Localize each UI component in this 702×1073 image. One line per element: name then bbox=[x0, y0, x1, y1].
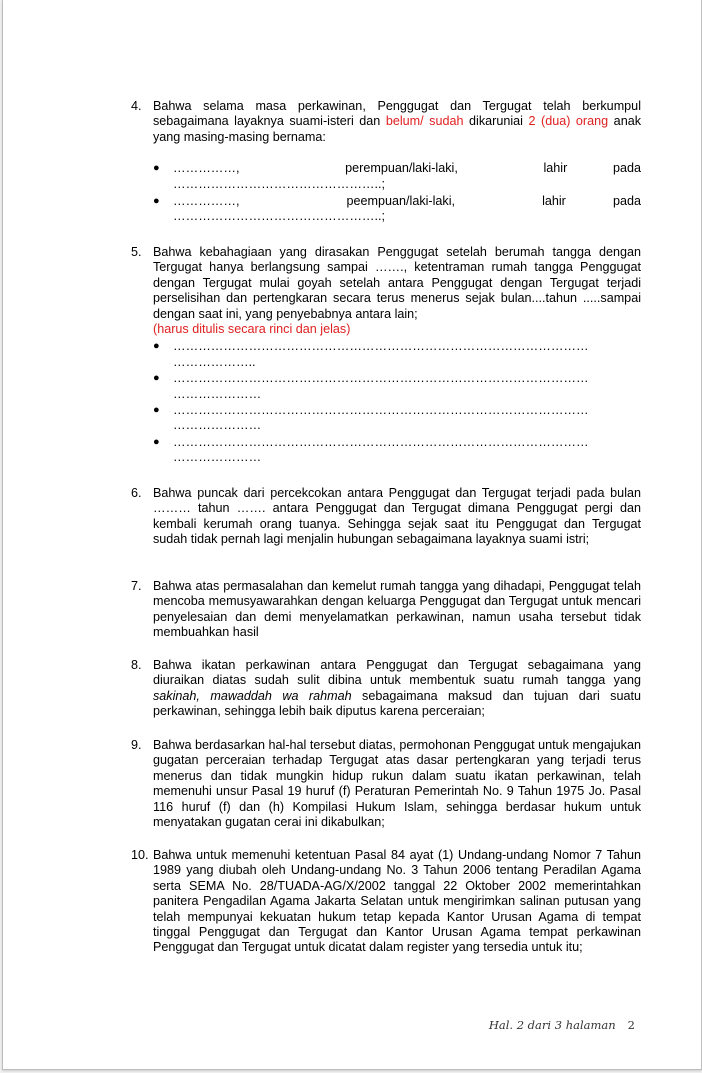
list-item: ● ……………………………………………………………………………………… ………………… bbox=[153, 403, 589, 433]
clause-number: 6. bbox=[131, 486, 142, 500]
clause-number: 10. bbox=[131, 848, 149, 862]
page-number: 2 bbox=[627, 1018, 635, 1032]
italic-phrase: sakinah, mawaddah wa rahmah bbox=[153, 688, 352, 703]
bullet-icon: ● bbox=[153, 404, 160, 417]
bullet-icon: ● bbox=[153, 195, 160, 208]
clause-8 bbox=[131, 658, 641, 720]
page-footer bbox=[489, 1018, 635, 1032]
clause-10 bbox=[131, 848, 641, 956]
list-item: ● ……………, perempuan/laki-laki, lahir pada …………………………………………..; bbox=[153, 161, 641, 191]
bullet-icon: ● bbox=[153, 340, 160, 353]
clause-text: Bahwa ikatan perkawinan antara Penggugat dan Tergugat sebagaimana yang diuraikan diatas sudah sulit dibina untuk membentuk suatu rumah tangga yang sakinah, mawaddah wa rahmah sebagaimana maksud dan tujuan dari suatu perkawinan, sehingga lebih baik diputus karena perceraian; bbox=[153, 658, 641, 719]
clause-number: 4. bbox=[131, 99, 142, 113]
document-page bbox=[2, 0, 702, 1070]
reasons-list bbox=[153, 339, 641, 465]
bullet-icon: ● bbox=[153, 435, 160, 448]
clause-number: 8. bbox=[131, 658, 142, 672]
clause-number: 7. bbox=[131, 579, 142, 593]
clause-9 bbox=[131, 738, 641, 830]
list-item: ● ……………………………………………………………………………………… ………………… bbox=[153, 371, 589, 401]
clause-5 bbox=[131, 245, 641, 467]
bullet-icon: ● bbox=[153, 162, 160, 175]
children-list bbox=[153, 161, 641, 225]
clause-text: Bahwa puncak dari percekcokan antara Penggugat dan Tergugat terjadi pada bulan ……… tahun ……. antara Penggugat dan Tergugat dimana Penggugat pergi dan kembali kerumah orang tuanya. Sehingga sejak saat itu Penggugat dan Tergugat sudah tidak pernah lagi menjalin hubungan sebagaimana layaknya suami istri; bbox=[153, 486, 641, 547]
list-item: ● ……………………………………………………………………………………… ………………… bbox=[153, 434, 589, 465]
list-item: ● ……………, peempuan/laki-laki, lahir pada …………………………………………..; bbox=[153, 194, 641, 224]
bullet-icon: ● bbox=[153, 372, 160, 385]
clause-text: Bahwa kebahagiaan yang dirasakan Penggugat setelah berumah tangga dengan Tergugat hanya berlangsung sampai ……., ketentraman rumah tangga Penggugat dengan Tergugat mulai goyah setelah antara Penggugat dengan Tergugat terjadi perselisihan dan pertengkaran secara terus menerus sejak bulan....tahun .....sampai dengan saat ini, yang penyebabnya antara lain; (harus ditulis secara rinci dan jelas) ● ……………………………………………………………………………………… ……………….. ● ……………………………………………………………………………………… ………………… ● ……………………………………………………………………………………… ………………… ● ……………………………………………………………………………………… ………………… bbox=[153, 245, 641, 465]
clause-6 bbox=[131, 486, 641, 548]
red-note: 2 (dua) orang bbox=[528, 114, 609, 129]
clause-7 bbox=[131, 579, 641, 641]
page-count-label: Hal. 2 dari 3 halaman bbox=[488, 1018, 616, 1032]
clause-number: 5. bbox=[131, 245, 142, 259]
clause-text: Bahwa atas permasalahan dan kemelut rumah tangga yang dihadapi, Penggugat telah mencoba memusyawarahkan dengan keluarga Penggugat dan Tergugat untuk mencari penyelesaian dan demi menyelamatkan perkawinan, namun usaha tersebut tidak membuahkan hasil bbox=[153, 579, 641, 640]
clause-text: Bahwa selama masa perkawinan, Penggugat dan Tergugat telah berkumpul sebagaimana layaknya suami-isteri dan belum/ sudah dikaruniai 2 (dua) orang anak yang masing-masing bernama: ● ……………, perempuan/laki-laki, lahir pada …………………………………………..; ● ……………, peempuan/laki-laki, lahir pada …………………………………………..; bbox=[153, 99, 641, 224]
clause-text: Bahwa berdasarkan hal-hal tersebut diatas, permohonan Penggugat untuk mengajukan gugatan perceraian terhadap Tergugat atas dasar pertengkaran yang terjadi terus menerus dan tidak mungkin hidup rukun dalam suatu ikatan perkawinan, telah memenuhi unsur Pasal 19 huruf (f) Peraturan Pemerintah No. 9 Tahun 1975 Jo. Pasal 116 huruf (f) dan (h) Kompilasi Hukum Islam, sehingga berdasar hukum untuk menyatakan gugatan cerai ini dikabulkan; bbox=[153, 738, 641, 830]
red-note: belum/ sudah bbox=[385, 114, 464, 129]
clause-text: Bahwa untuk memenuhi ketentuan Pasal 84 ayat (1) Undang-undang Nomor 7 Tahun 1989 yang diubah oleh Undang-undang No. 3 Tahun 2006 tentang Peradilan Agama serta SEMA No. 28/TUADA-AG/X/2002 tanggal 22 Oktober 2002 memerintahkan panitera Pengadilan Agama Jakarta Selatan untuk mengirimkan salinan putusan yang telah mempunyai kekuatan hukum tetap kepada Kantor Urusan Agama di tempat tinggal Penggugat dan Tergugat dan Kantor Urusan Agama tempat perkawinan Penggugat dan Tergugat untuk dicatat dalam register yang tersedia untuk itu; bbox=[153, 848, 641, 955]
clause-number: 9. bbox=[131, 738, 142, 752]
list-item: ● ……………………………………………………………………………………… ……………….. bbox=[153, 339, 589, 369]
red-note: (harus ditulis secara rinci dan jelas) bbox=[153, 322, 351, 337]
clause-4 bbox=[131, 99, 641, 227]
